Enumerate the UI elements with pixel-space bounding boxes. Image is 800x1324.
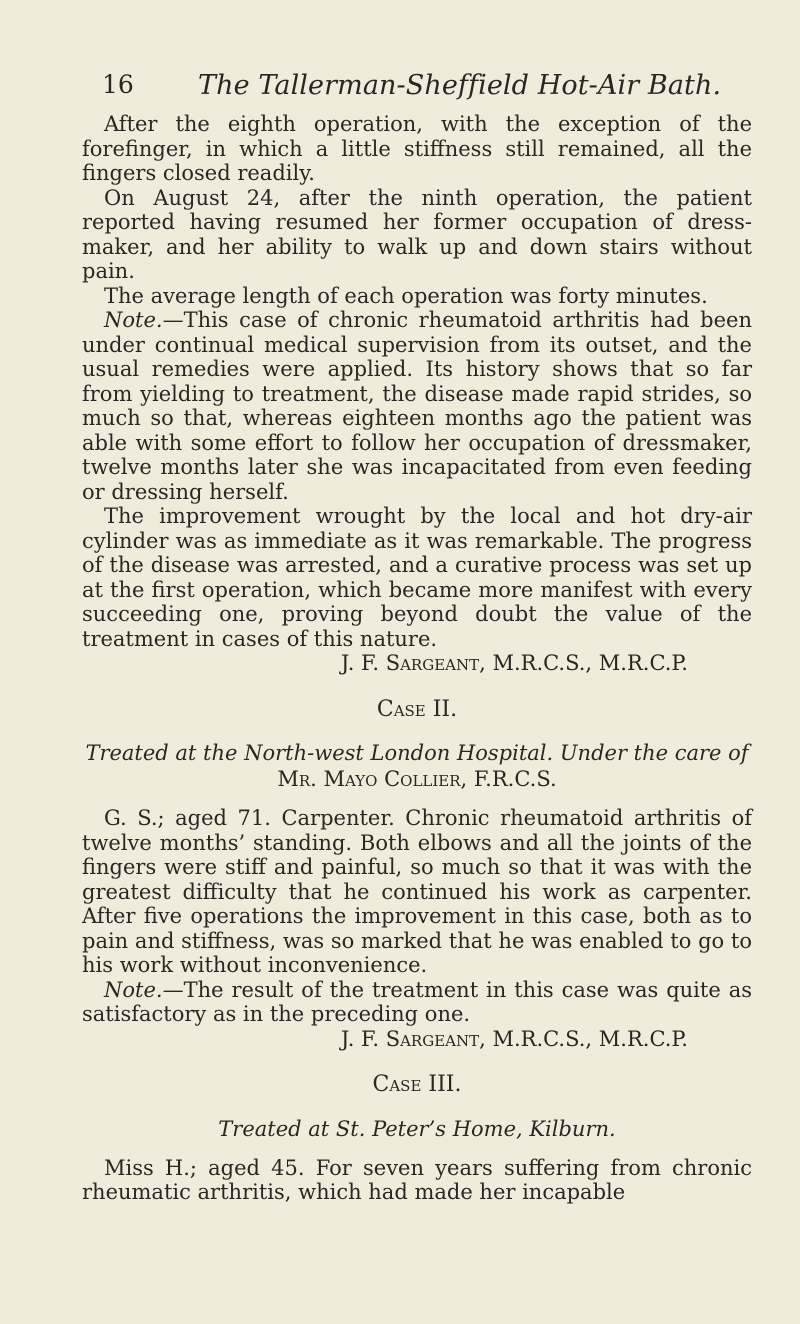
case-two-treated [82, 740, 752, 792]
paragraph-eighth-operation: After the eighth operation, with the exception of the forefinger, in which a little stiffness still remained, all the fingers closed readily. [82, 112, 752, 185]
case-three-heading: Case III. [372, 1072, 462, 1097]
paragraph-case-three: Miss H.; aged 45. For seven years suffering from chronic rheumatic arthritis, which had made her incapable [82, 1155, 752, 1204]
signature-case-one: J. F. Sargeant, M.R.C.S., M.R.C.P. [340, 651, 688, 675]
note-text: —This case of chronic rheumatoid arthritis had been under continual medical supervision from its outset, and the usual remedies were applied. Its history shows that so far from yielding to treatment, the disease made rapid strides, so much so that, whereas eighteen months ago the patient was able with some effort to follow her occupation of dressmaker, twelve months later she was incapacitated from even feeding or dressing herself. [82, 308, 752, 504]
page-body [82, 112, 752, 1205]
paragraph-august-24: On August 24, after the ninth operation, the patient reported having resumed her former occupation of dress-maker, and her ability to walk up and down stairs without pain. [82, 185, 752, 283]
signature-case-two: J. F. Sargeant, M.R.C.S., M.R.C.P. [340, 1026, 688, 1051]
case-two-treated-text: Treated at the North-west London Hospital. Under the care of [85, 741, 749, 765]
paragraph-average-length: The average length of each operation was forty minutes. [104, 283, 708, 308]
note-label: Note. [104, 977, 163, 1002]
running-head [102, 70, 722, 104]
note-text: —The result of the treatment in this case was quite as satisfactory as in the preceding one. [82, 977, 752, 1026]
case-three-treated: Treated at St. Peter’s Home, Kilburn. [218, 1116, 616, 1141]
note-label: Note. [104, 308, 163, 332]
note-case-two [82, 978, 752, 1027]
case-two-heading: Case II. [376, 696, 458, 722]
running-title: The Tallerman-Sheffield Hot-Air Bath. [198, 70, 722, 101]
note-case-one [82, 308, 752, 504]
page-number: 16 [102, 70, 134, 99]
paragraph-improvement: The improvement wrought by the local and hot dry-air cylinder was as immediate as it was remarkable. The progress of the disease was arrested, and a curative process was set up at the first operation, which became more manifest with every succeeding one, proving beyond doubt the value of the treatment in cases of this nature. [82, 504, 752, 651]
paragraph-case-two: G. S.; aged 71. Carpenter. Chronic rheumatoid arthritis of twelve months’ standing. Both elbows and all the joints of the fingers were stiff and painful, so much so that it was with the greatest difficulty that he continued his work as carpenter. After five operations the improvement in this case, both as to pain and stiffness, was so marked that he was enabled to go to his work without inconvenience. [82, 806, 752, 977]
case-two-surgeon: Mr. Mayo Collier, F.R.C.S. [277, 767, 557, 791]
